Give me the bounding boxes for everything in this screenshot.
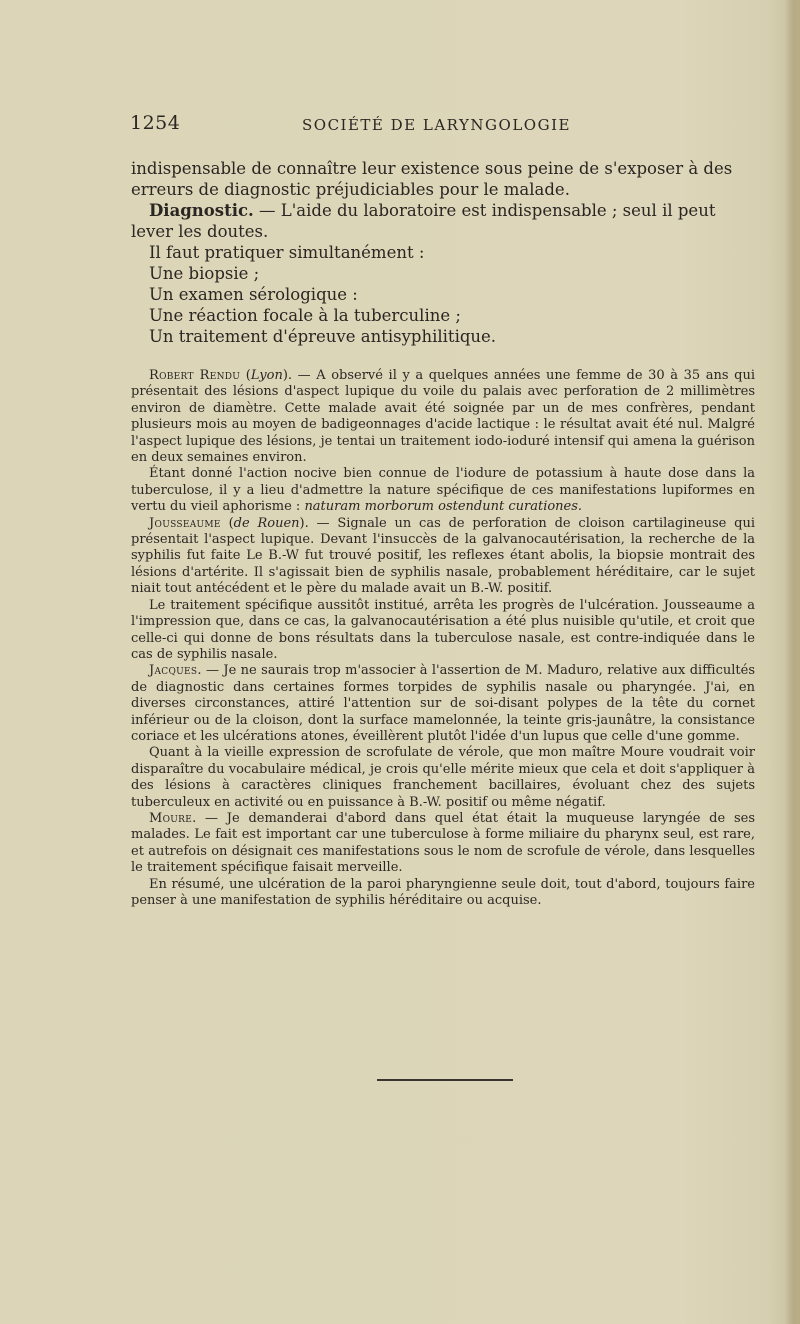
moure-paragraph-2: En résumé, une ulcération de la paroi pharyngienne seule doit, tout d'abord, toujours faire penser à une manifestation de syphilis héréditaire ou acquise. xyxy=(131,876,755,908)
intro-paragraph xyxy=(131,158,763,200)
diagnostic-item-treatment: Un traitement d'épreuve antisyphilitique. xyxy=(149,327,497,346)
diagnostic-text-2: lever les doutes. xyxy=(131,222,269,241)
jousseaume-text-1: ). — Signale un cas de perforation de cloison cartilagineuse qui présentait l'aspect lupique. Devant l'insuccès de la galvanocautérisation, la recherche de la syphilis fut faite Le B.-W fut trouvé positif, les reflexes étant abolis, la biopsie montrait des lésions d'artérite. Il s'agissait bien de syphilis nasale, probablement héréditaire, car le sujet niait tout antécédent et le père du malade avait un B.-W. positif. xyxy=(131,515,755,597)
diagnostic-paragraph xyxy=(131,200,763,221)
jacques-paragraph-1 xyxy=(131,663,755,745)
speaker-rendu: Robert Rendu xyxy=(149,368,241,383)
diagnostic-text-1: — L'aide du laboratoire est indispensable ; seul il peut xyxy=(253,201,716,220)
rendu-text-1: ). — A observé il y a quelques années une femme de 30 à 35 ans qui présentait des lésions d'aspect lupique du voile du palais avec perforation de 2 millimètres environ de diamètre. Cette malade avait été soignée par un de mes confrères, pendant plusieurs mois au moyen de badigeonnages d'acide lactique : le résultat avait été nul. Malgré l'aspect lupique des lésions, je tentai un traitement iodo-ioduré intensif qui amena la guérison en deux semaines environ. xyxy=(131,368,755,466)
moure-paragraph-1 xyxy=(131,811,755,877)
moure-text-1: . — Je demanderai d'abord dans quel état était la muqueuse laryngée de ses malades. Le fait est important car une tuberculose à forme miliaire du pharynx seul, est rare, et autrefois on désignait ces manifestations sous le nom de scrofule de vérole, dans lesquelles le traitement spécifique faisait merveille. xyxy=(131,810,755,876)
page-number: 1254 xyxy=(130,112,181,134)
diagnostic-list-intro: Il faut pratiquer simultanément : xyxy=(149,243,425,262)
diagnostic-heading: Diagnostic. xyxy=(149,201,254,220)
rendu-city: Lyon xyxy=(250,368,283,383)
diagnostic-item-tuberculin: Une réaction focale à la tuberculine ; xyxy=(149,306,461,325)
diagnostic-item-serology: Un examen sérologique : xyxy=(149,285,358,304)
page-edge-shadow xyxy=(784,0,800,1324)
speaker-jousseaume: Jousseaume xyxy=(149,515,221,531)
discussion-section xyxy=(131,368,755,909)
jacques-paragraph-2: Quant à la vieille expression de scrofulate de vérole, que mon maître Moure voudrait voir disparaître du vocabulaire médical, je crois qu'elle mérite mieux que cela et doit s'appliquer à des lésions à caractères cliniques franchement bacillaires, évoluant chez des sujets tuberculeux en activité ou en puissance à B.-W. positif ou même négatif. xyxy=(131,745,755,810)
section-divider xyxy=(377,1079,513,1081)
speaker-jacques: Jacques xyxy=(149,663,198,679)
jousseaume-paragraph-2: Le traitement spécifique aussitôt institué, arrêta les progrès de l'ulcération. Jousseaume a l'impression que, dans ce cas, la galvanocautérisation a été plus nuisible qu'utile, et croit que celle-ci qui donne de bons résultats dans la tuberculose nasale, est contre-indiquée dans le cas de syphilis nasale. xyxy=(131,597,755,662)
rendu-text-2: Étant donné l'action nocive bien connue de l'iodure de potassium à haute dose dans la tuberculose, il y a lieu d'admettre la nature spécifique de ces manifestations lupiformes en vertu du vieil aphorisme : xyxy=(131,466,755,515)
jousseaume-city: de Rouen xyxy=(233,515,300,531)
rendu-paragraph-1: Robert Rendu (Lyon). — A observé il y a quelques années une femme de 30 à 35 ans qui présentait des lésions d'aspect lupique du voile du palais avec perforation de 2 millimètres environ de diamètre. Cette malade avait été soignée par un de mes confrères, pendant plusieurs mois au moyen de badigeonnages d'acide lactique : le résultat avait été nul. Malgré l'aspect lupique des lésions, je tentai un traitement iodo-ioduré intensif qui amena la guérison en deux semaines environ. xyxy=(131,368,755,466)
diagnostic-item-biopsy: Une biopsie ; xyxy=(149,264,260,283)
jousseaume-paragraph-1: Jousseaume (de Rouen). — Signale un cas de perforation de cloison cartilagineuse qui présentait l'aspect lupique. Devant l'insuccès de la galvanocautérisation, la recherche de la syphilis fut faite Le B.-W fut trouvé positif, les reflexes étant abolis, la biopsie montrait des lésions d'artérite. Il s'agissait bien de syphilis nasale, probablement héréditaire, car le sujet niait tout antécédent et le père du malade avait un B.-W. positif. xyxy=(131,515,755,597)
intro-line-2: erreurs de diagnostic préjudiciables pour le malade. xyxy=(131,180,570,199)
page-header xyxy=(130,112,760,142)
running-head: SOCIÉTÉ DE LARYNGOLOGIE xyxy=(302,116,571,134)
diagnostic-section xyxy=(131,200,763,347)
speaker-moure: Moure xyxy=(149,810,193,826)
jacques-text-1: . — Je ne saurais trop m'associer à l'assertion de M. Maduro, relative aux difficultés de diagnostic dans certaines formes torpides de syphilis nasale ou pharyngée. J'ai, en diverses circonstances, attiré l'attention sur de soi-disant polypes de la tête du cornet inférieur ou de la cloison, dont la surface mamelonnée, la teinte gris-jaunâtre, la consistance coriace et les ulcérations atones, éveillèrent plutôt l'idée d'un lupus que celle d'une gomme. xyxy=(131,663,755,744)
intro-line-1: indispensable de connaître leur existence sous peine de s'exposer à des xyxy=(131,159,733,178)
rendu-paragraph-2 xyxy=(131,466,755,515)
rendu-quote: naturam morborum ostendunt curationes. xyxy=(304,499,583,515)
